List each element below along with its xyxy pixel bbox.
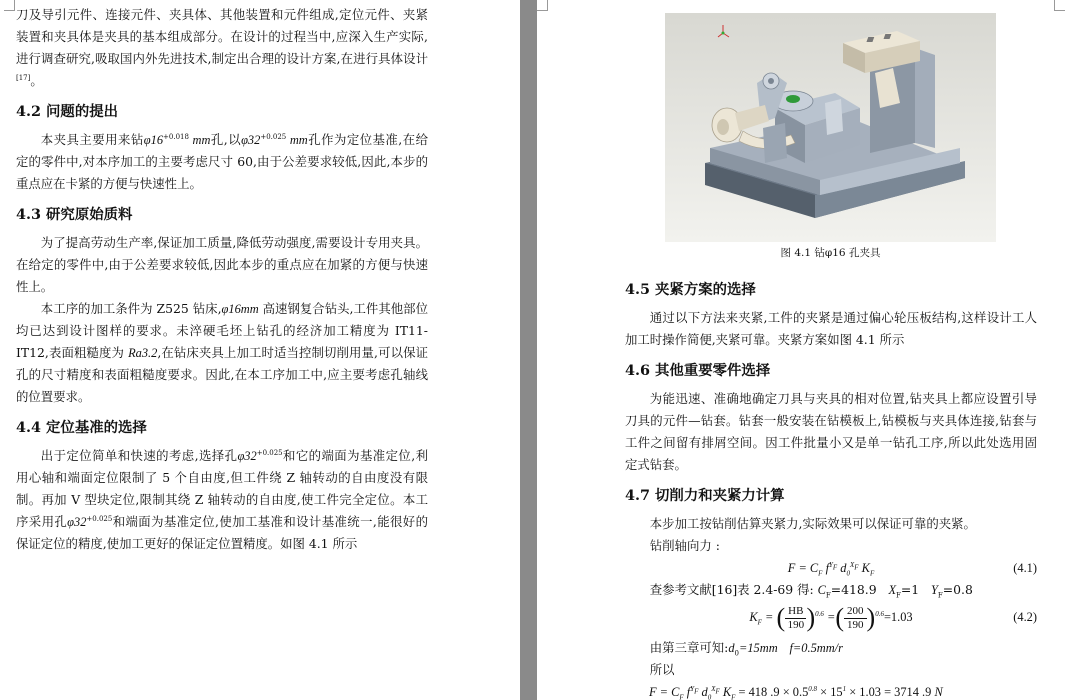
fixture-illustration — [665, 13, 996, 242]
paragraph-4-5: 通过以下方法来夹紧,工件的夹紧是通过偏心轮压板结构,这样设计工人加工时操作简便,夹紧可靠。夹紧方案如图 4.1 所示 — [625, 310, 1037, 347]
equation-final: $F = C_F$ $f^{Y_F}$ $d_0^{X_F}$ $K_F = 418$ $.9 \times 0.5^{0.8} \times 15^1 \times 1.03 = 3714$ .9 N — [649, 684, 943, 700]
intro-paragraph: 刀及导引元件、连接元件、夹具体、其他装置和元件组成,定位元件、夹紧装置和夹具体是夹具的基本组成部分。在设计的过程当中,应深入生产实际,进行调查研究,吸取国内外先进技术,制定出合理的设计方案,在进行具体设计[17]。 — [16, 7, 428, 88]
heading-4-4: 4.4 定位基准的选择 — [16, 419, 147, 436]
page-gutter — [520, 0, 537, 700]
heading-4-5: 4.5 夹紧方案的选择 — [625, 281, 756, 298]
paragraph-4-7-b: 钻削轴向力 : — [649, 538, 720, 553]
crop-mark — [537, 0, 548, 11]
heading-4-3: 4.3 研究原始质料 — [16, 206, 133, 223]
paragraph-4-4: 出于定位简单和快速的考虑,选择孔$\varphi 32^{+0.025}$和它的端面为基准定位,利用心轴和端面定位限制了 5 个自由度,但工件绕 Z 轴转动的自由度没有限制。再加 V 型块定位,限制其绕 Z 轴转动的自由度,使工件完全定位。本工序采用孔$\varphi 32^{+0.025}$和端面为基准定位,使加工基准和设计基准统一,能很好的保证定位的精度,使加工更好的保证定位置精度。如图 4.1 所示 — [16, 448, 428, 551]
left-page-content — [16, 4, 428, 555]
paragraph-4-3-b: 本工序的加工条件为 Z525 钻床,φ16mm 高速钢复合钻头,工件其他部位均已达到设计图样的要求。未淬硬毛坯上钻孔的经济加工精度为 IT11-IT12,表面粗糙度为 Ra3.2,在钻床夹具上加工时适当控制切削用量,可以保证孔的尺寸精度和表面粗糙度要求。因此,在本工序加工中,应主要考虑孔轴线的位置要求。 — [16, 301, 428, 404]
paragraph-4-6: 为能迅速、准确地确定刀具与夹具的相对位置,钻夹具上都应设置引导刀具的元件—钻套。钻套一般安装在钻模板上,钻模板与夹具体连接,钻套与工件之间留有排屑空间。因工件批量小又是单一钻孔工序,所以此处选用固定式钻套。 — [625, 391, 1037, 472]
left-page — [0, 0, 520, 700]
reference-line: 查参考文献[16]表 2.4-69 得: $C_F=418.9$ $X_F=1$ $Y_F=0.8$ — [649, 582, 973, 600]
paragraph-4-3-a: 为了提高劳动生产率,保证加工质量,降低劳动强度,需要设计专用夹具。在给定的零件中,由于公差要求较低,因此本步的重点应在加紧的方便与快速性上。 — [16, 235, 428, 294]
heading-4-6: 4.6 其他重要零件选择 — [625, 362, 771, 379]
right-page — [537, 0, 1077, 700]
crop-mark — [4, 0, 15, 11]
chapter3-line: 由第三章可知$:d_0=15mm$ f=0.5mm/r — [649, 640, 843, 658]
equation-4-1: $F = C_F$ $f^{Y_F}$ $d_0^{X_F}$ $K_F$ (4.1) — [625, 557, 1037, 579]
equation-4-2: $K_F$ = ( $\frac{HB}{190}$ )$^{0.6}$ =( $\frac{200}{190}$ )$^{0.6}$=1.03 (4.2) — [625, 601, 1037, 633]
figure-caption: 图 4.1 钻φ16 孔夹具 — [780, 247, 881, 259]
equation-number: (4.1) — [1013, 561, 1037, 575]
equation-number: (4.2) — [1013, 610, 1037, 624]
right-page-content — [625, 270, 1037, 700]
heading-4-7: 4.7 切削力和夹紧力计算 — [625, 487, 785, 504]
so-line: 所以 — [649, 662, 675, 677]
fixture-3d-image — [665, 13, 996, 242]
paragraph-4-7-a: 本步加工按钻削估算夹紧力,实际效果可以保证可靠的夹紧。 — [649, 516, 976, 531]
paragraph-4-2: 本夹具主要用来钻$\varphi 16^{+0.018}$ mm孔,以$\varphi 32^{+0.025}$ mm孔作为定位基准,在给定的零件中,对本序加工的主要考虑尺寸 60,由于公差要求较低,因此,本步的重点应在卡紧的方便与快速性上。 — [16, 132, 428, 191]
heading-4-2: 4.2 问题的提出 — [16, 103, 118, 120]
crop-mark — [1054, 0, 1065, 11]
